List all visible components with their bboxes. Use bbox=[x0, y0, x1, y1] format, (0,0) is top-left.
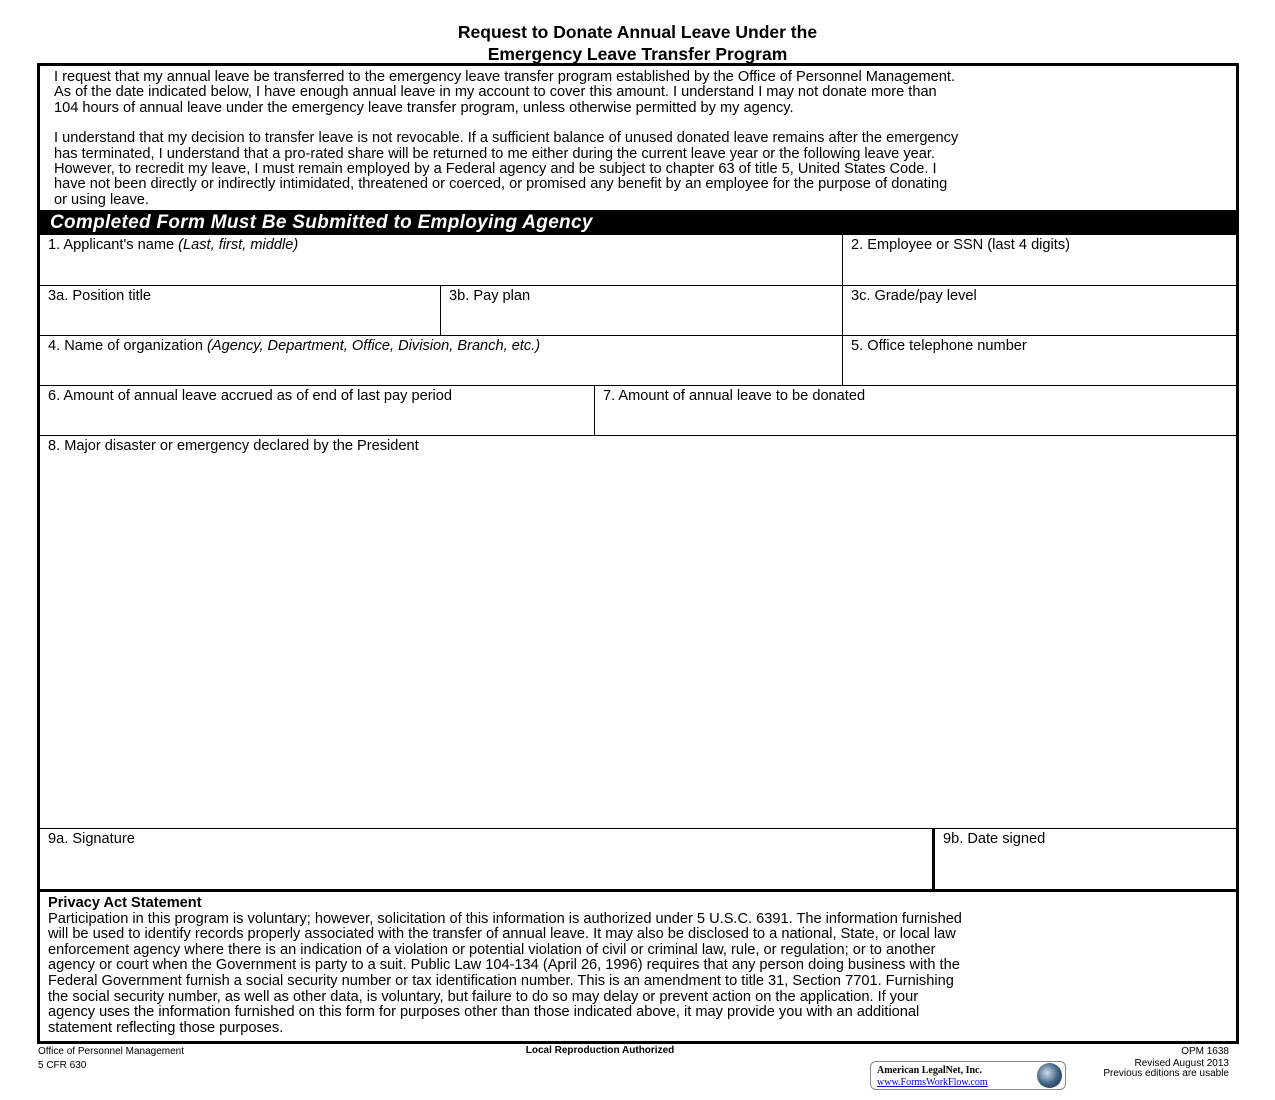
intro-text bbox=[54, 70, 958, 208]
footer-agency: Office of Personnel Management bbox=[38, 1046, 185, 1057]
field-grade-pay-level[interactable] bbox=[843, 286, 1236, 336]
field-signature[interactable] bbox=[40, 829, 933, 892]
field-pay-plan[interactable] bbox=[441, 286, 843, 336]
field-label: 3c. Grade/pay level bbox=[851, 288, 977, 304]
field-leave-donated[interactable] bbox=[595, 386, 1236, 436]
intro-line: As of the date indicated below, I have enough annual leave in my account to cover this amount. I understand I may not donate more than bbox=[54, 84, 937, 101]
logo-link[interactable]: www.FormsWorkFlow.com bbox=[877, 1077, 988, 1088]
field-label: 1. Applicant's name bbox=[48, 237, 179, 253]
footer-cfr: 5 CFR 630 bbox=[38, 1060, 87, 1071]
field-label: 3b. Pay plan bbox=[449, 288, 531, 304]
field-label: 6. Amount of annual leave accrued as of end of last pay period bbox=[48, 388, 453, 404]
field-leave-accrued[interactable] bbox=[40, 386, 595, 436]
field-label: 4. Name of organization bbox=[48, 338, 207, 354]
logo-name: American LegalNet, Inc. bbox=[877, 1065, 982, 1076]
submission-banner: Completed Form Must Be Submitted to Employing Agency bbox=[40, 210, 1236, 235]
intro-line: has terminated, I understand that a pro-rated share will be returned to me either during the current leave year or the following leave year. bbox=[54, 145, 935, 162]
privacy-line: enforcement agency where there is an indication of a violation or potential violation of civil or criminal law, rule, or regulation; or to another bbox=[48, 941, 936, 958]
privacy-line: agency or court when the Government is party to a suit. Public Law 104-134 (April 26, 1996) requires that any person doing business with the bbox=[48, 957, 960, 974]
field-applicant-name[interactable] bbox=[40, 235, 843, 286]
field-label: 3a. Position title bbox=[48, 288, 152, 304]
footer-revised: Revised August 2013 bbox=[1134, 1058, 1229, 1069]
field-label: 9a. Signature bbox=[48, 831, 135, 847]
intro-line: However, to recredit my leave, I must remain employed by a Federal agency and be subject to chapter 63 of title 5, United States Code. I bbox=[54, 161, 937, 178]
field-organization[interactable] bbox=[40, 336, 843, 386]
field-date-signed[interactable] bbox=[933, 829, 1236, 892]
privacy-line: the social security number, as well as other data, is voluntary, but failure to do so may delay or prevent action on the application. If your bbox=[48, 988, 919, 1005]
intro-line: I understand that my decision to transfer leave is not revocable. If a sufficient balance of unused donated leave remains after the emergency bbox=[54, 130, 959, 147]
intro-line: I request that my annual leave be transferred to the emergency leave transfer program established by the Office of Personnel Management. bbox=[54, 69, 955, 85]
field-label: 5. Office telephone number bbox=[851, 338, 1027, 354]
field-label: 8. Major disaster or emergency declared by the President bbox=[48, 438, 419, 454]
title-line: Request to Donate Annual Leave Under the bbox=[457, 22, 818, 42]
field-hint: (Last, first, middle) bbox=[178, 237, 299, 253]
field-label: 2. Employee or SSN (last 4 digits) bbox=[851, 237, 1070, 253]
field-employee-ssn[interactable] bbox=[843, 235, 1236, 286]
privacy-line: agency uses the information furnished on this form for purposes other than those indicated above, it may provide you with an additional bbox=[48, 1004, 920, 1021]
privacy-line: Participation in this program is voluntary; however, solicitation of this information is authorized under 5 U.S.C. 6391. The information furnished bbox=[48, 910, 962, 927]
intro-line: or using leave. bbox=[54, 191, 149, 208]
american-legalnet-logo[interactable] bbox=[870, 1061, 1066, 1090]
form-box bbox=[37, 63, 1239, 1044]
title-line: Emergency Leave Transfer Program bbox=[487, 44, 788, 64]
footer-previous-editions: Previous editions are usable bbox=[1103, 1068, 1229, 1079]
field-label: 9b. Date signed bbox=[943, 831, 1046, 847]
intro-line: have not been directly or indirectly intimidated, threatened or coerced, or promised any benefit by an employee for the purpose of donating bbox=[54, 176, 948, 193]
privacy-line: Federal Government furnish a social security number or tax identification number. This is an amendment to title 31, Section 7701. Furnishing bbox=[48, 972, 954, 989]
field-office-telephone[interactable] bbox=[843, 336, 1236, 386]
footer-reproduction: Local Reproduction Authorized bbox=[525, 1045, 675, 1056]
privacy-heading: Privacy Act Statement bbox=[48, 895, 202, 911]
form-title bbox=[0, 21, 1275, 65]
field-hint: (Agency, Department, Office, Division, Branch, etc.) bbox=[207, 338, 541, 354]
field-position-title[interactable] bbox=[40, 286, 441, 336]
privacy-line: will be used to identify records properly associated with the transfer of annual leave. It may also be disclosed to a national, State, or local law bbox=[48, 926, 956, 943]
field-label: 7. Amount of annual leave to be donated bbox=[603, 388, 866, 404]
privacy-line: statement reflecting those purposes. bbox=[48, 1019, 284, 1036]
footer-form-number: OPM 1638 bbox=[1181, 1046, 1229, 1057]
field-disaster-emergency[interactable] bbox=[40, 436, 1236, 829]
privacy-act-statement bbox=[40, 892, 1236, 1040]
globe-icon bbox=[1037, 1063, 1062, 1088]
intro-line: 104 hours of annual leave under the emergency leave transfer program, unless otherwise permitted by my agency. bbox=[54, 99, 794, 116]
